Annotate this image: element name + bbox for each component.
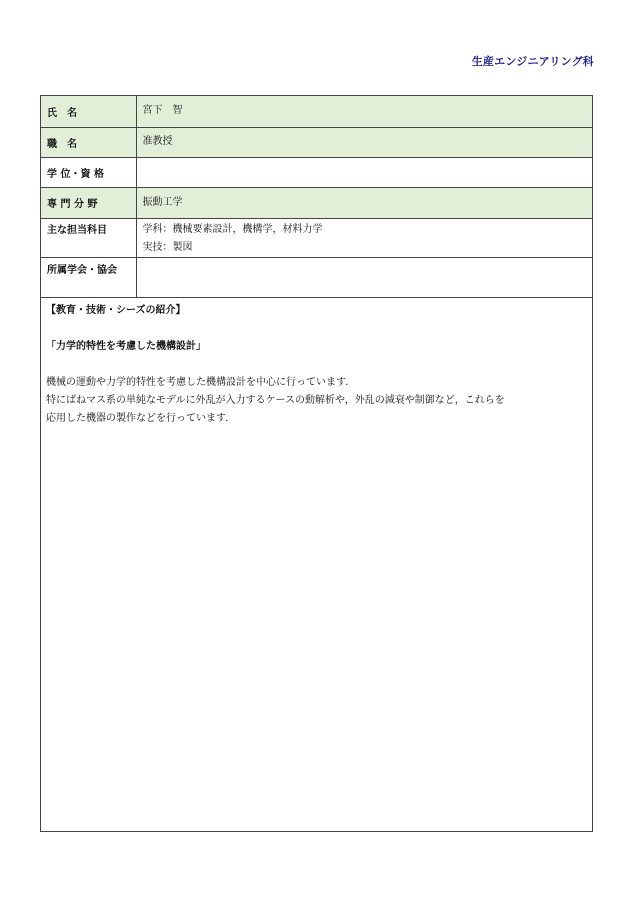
name-label: 氏 名 — [41, 96, 136, 127]
department-name: 生産エンジニアリング科 — [471, 55, 594, 68]
row-subjects — [41, 218, 592, 257]
subjects-value — [136, 218, 592, 257]
row-society — [41, 257, 592, 297]
row-title — [41, 127, 592, 157]
subjects-line-2: 実技：製図 — [142, 241, 193, 253]
field-value: 振動工学 — [136, 187, 592, 218]
profile-sheet — [40, 95, 593, 832]
degree-value — [136, 157, 592, 187]
profile-table — [41, 96, 592, 298]
row-name — [41, 96, 592, 127]
row-degree — [41, 157, 592, 187]
society-label: 所属学会・協会 — [41, 257, 136, 297]
introduction-heading: 【教育・技術・シーズの紹介】 — [46, 304, 186, 316]
introduction-section — [41, 298, 592, 428]
society-value — [136, 257, 592, 297]
title-label: 職 名 — [41, 127, 136, 157]
introduction-body — [46, 374, 587, 428]
name-value: 宮下 智 — [136, 96, 592, 127]
introduction-body-line-2: 特にばねマス系の単純なモデルに外乱が入力するケースの動解析や，外乱の減衰や制御など，これらを — [46, 394, 505, 406]
introduction-body-line-1: 機械の運動や力学的特性を考慮した機構設計を中心に行っています． — [46, 376, 356, 388]
subjects-line-1: 学科：機械要素設計，機構学，材料力学 — [142, 223, 323, 235]
subjects-label: 主な担当科目 — [41, 218, 136, 257]
introduction-body-line-3: 応用した機器の製作などを行っています． — [46, 412, 236, 424]
title-value: 准教授 — [136, 127, 592, 157]
row-field — [41, 187, 592, 218]
field-label: 専 門 分 野 — [41, 187, 136, 218]
degree-label: 学 位・資 格 — [41, 157, 136, 187]
introduction-theme: 「力学的特性を考慮した機構設計」 — [46, 340, 206, 352]
